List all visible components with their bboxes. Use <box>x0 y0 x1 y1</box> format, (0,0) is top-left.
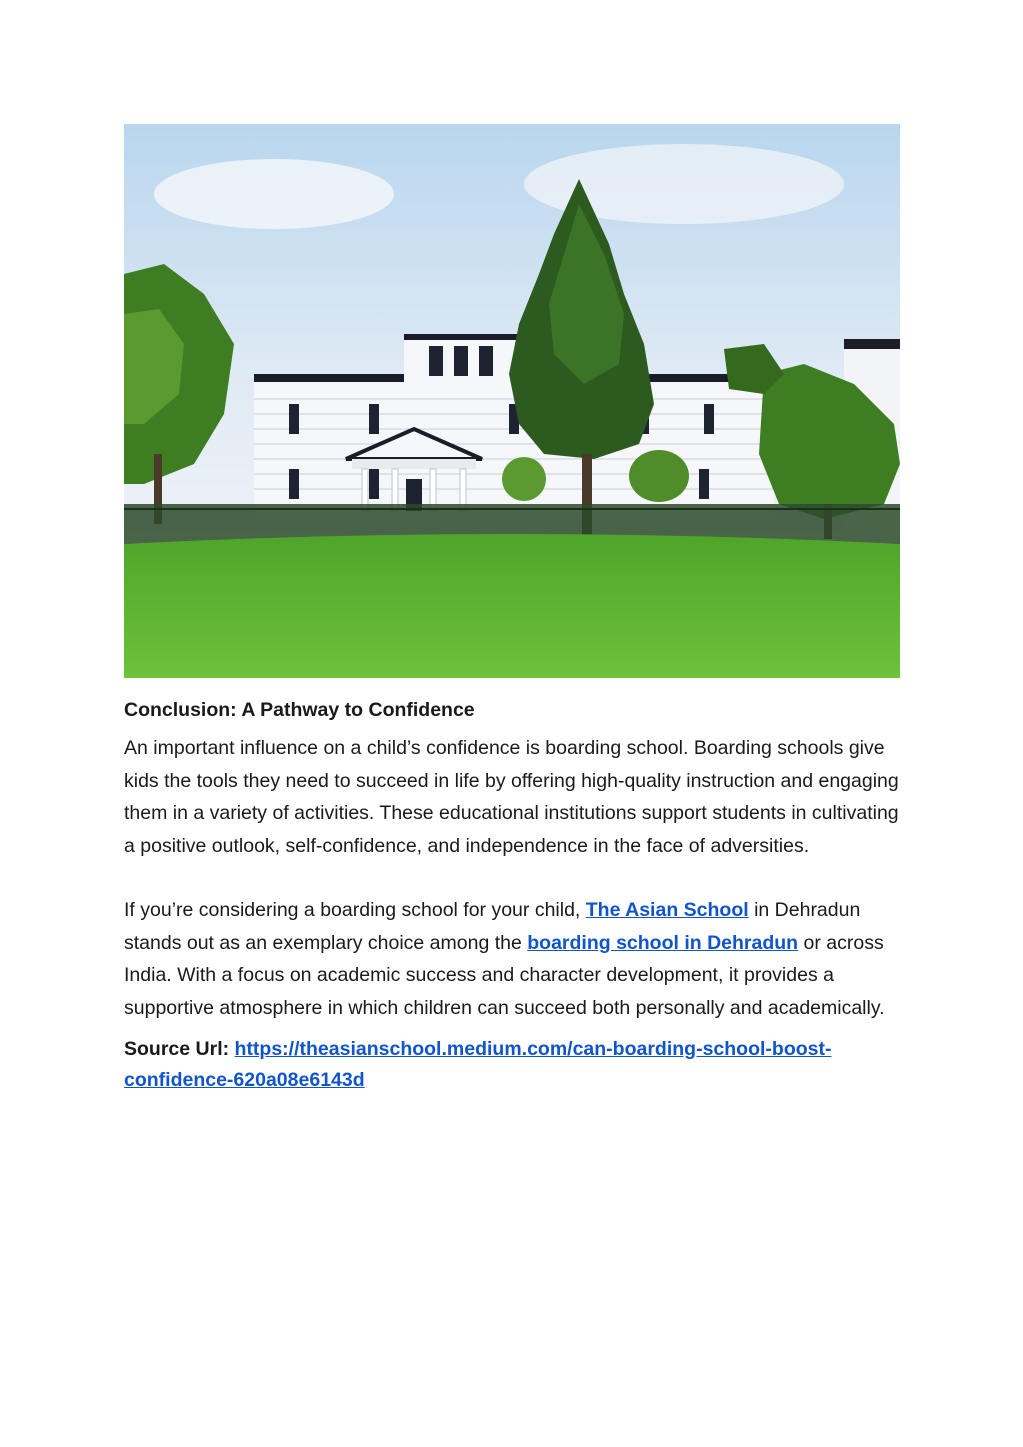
source-label: Source Url: <box>124 1038 235 1060</box>
source-url-line-2: confidence-620a08e6143d <box>124 1069 365 1091</box>
source-url-line-1: https://theasianschool.medium.com/can-boarding-school-boost- <box>234 1038 832 1060</box>
paragraph-text-2: in Dehradun stands out as an exemplary choice among the <box>124 899 861 954</box>
source-url-link[interactable] <box>124 1038 904 1096</box>
paragraph-text-1: If you’re considering a boarding school for your child, <box>124 899 586 921</box>
the-asian-school-link[interactable]: The Asian School <box>585 899 749 921</box>
school-building-photo <box>124 124 900 678</box>
boarding-school-dehradun-link[interactable]: boarding school in Dehradun <box>527 931 799 954</box>
section-heading: Conclusion: A Pathway to Confidence <box>124 699 475 721</box>
source-url <box>124 1034 904 1096</box>
recommendation-paragraph <box>124 894 904 1024</box>
paragraph-text-3: or across India. With a focus on academic success and character development, it provides a supportive atmosphere in which children can succeed both personally and academically. <box>124 931 885 1019</box>
conclusion-paragraph: An important influence on a child’s confidence is boarding school. Boarding schools give kids the tools they need to succeed in life by offering high-quality instruction and engaging them in a variety of activities. These educational institutions support students in cultivating a positive outlook, self-confidence, and independence in the face of adversities. <box>124 737 899 857</box>
